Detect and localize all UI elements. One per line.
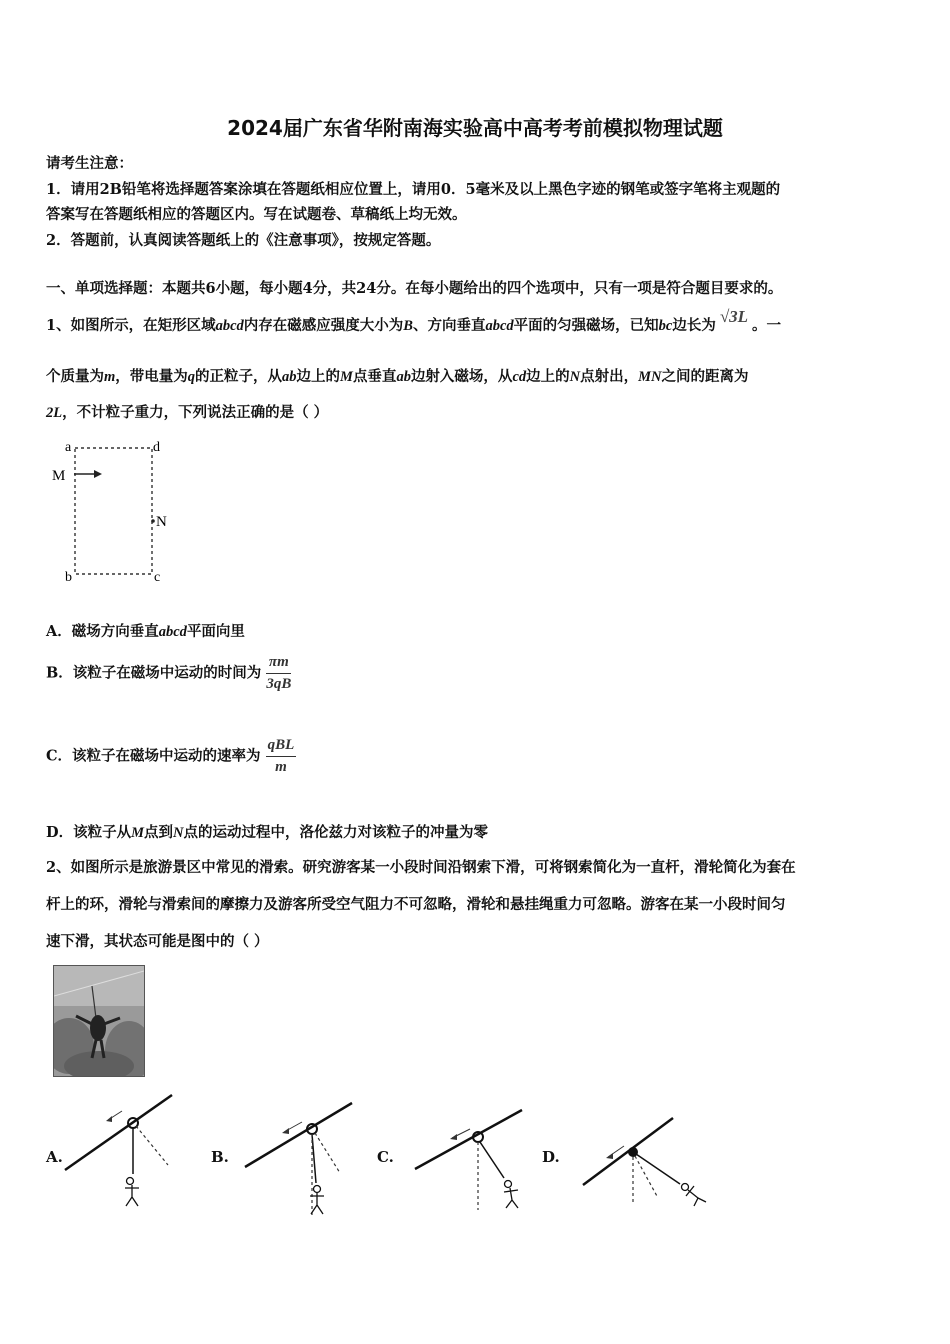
q1-stem-line-3: 2L，不计粒子重力，下列说法正确的是（ ） [46,404,329,421]
q2-stem-line-1: 2、如图所示是旅游景区中常见的滑索。研究游客某一小段时间沿钢索下滑，可将钢索简化为一直杆，滑轮简化为套在 [46,859,796,876]
q2-option-d-figure [578,1110,718,1220]
q1-stem-line-2: 个质量为m，带电量为q的正粒子，从ab边上的M点垂直ab边射入磁场，从cd边上的N点射出，MN之间的距离为 [46,368,749,385]
label-c: c [154,570,161,585]
q1-option-a: A．磁场方向垂直abcd平面向里 [46,623,245,640]
notice-item-1-line-2: 答案写在答题纸相应的答题区内。写在试题卷、草稿纸上均无效。 [46,206,467,223]
label-d: d [153,440,160,455]
label-b: b [65,570,72,585]
q2-option-d-label: D. [542,1148,560,1166]
q2-option-c-figure [410,1102,530,1217]
label-M: M [52,468,66,484]
arrow-head [94,470,102,478]
notice-item-1-line-1: 1．请用2B铅笔将选择题答案涂填在答题纸相应位置上，请用0．5毫米及以上黑色字迹的钢笔或签字笔将主观题的 [46,181,781,198]
page-title: 2024届广东省华附南海实验高中高考考前模拟物理试题 [227,116,723,140]
fraction-speed: $\frac{\text{qBL}}{m}$ [267,737,295,775]
q2-stem-line-3: 速下滑，其状态可能是图中的（ ） [46,933,269,950]
q1-stem-line-1: 1、如图所示，在矩形区域abcd内存在磁感应强度大小为B、方向垂直abcd平面的匀强磁场，已知bc边长为 √3L 。一 [46,307,782,334]
q2-option-b-label: B. [211,1148,229,1166]
field-region-outline [75,448,152,574]
q1-option-c: C．该粒子在磁场中运动的速率为 $\frac{\text{qBL}}{m}$ [46,737,295,775]
zipline-photo [53,965,145,1077]
sqrt-3L: √3L [719,307,749,326]
fraction-time: $\frac{\pi m}{3qB}$ [266,654,292,692]
q2-option-a-figure [60,1090,180,1215]
q2-option-a-label: A. [46,1148,63,1166]
q1-rectangle-diagram [45,436,185,586]
q1-option-b: B．该粒子在磁场中运动的时间为 $\frac{\pi m}{3qB}$ [46,654,292,692]
q1-option-d: D．该粒子从M点到N点的运动过程中，洛伦兹力对该粒子的冲量为零 [46,824,488,841]
q2-option-b-figure [240,1095,360,1220]
notice-header: 请考生注意： [46,155,133,172]
label-N: N [156,514,167,530]
label-a: a [65,440,72,455]
q2-stem-line-2: 杆上的环，滑轮与滑索间的摩擦力及游客所受空气阻力不可忽略，滑轮和悬挂绳重力可忽略。游客在某一小段时间匀 [46,896,786,913]
point-N [151,519,155,523]
notice-item-2: 2．答题前，认真阅读答题纸上的《注意事项》，按规定答题。 [46,232,441,249]
section-1-heading: 一、单项选择题：本题共6小题，每小题4分，共24分。在每小题给出的四个选项中，只有一项是符合题目要求的。 [46,280,783,297]
q2-option-c-label: C. [377,1148,394,1166]
